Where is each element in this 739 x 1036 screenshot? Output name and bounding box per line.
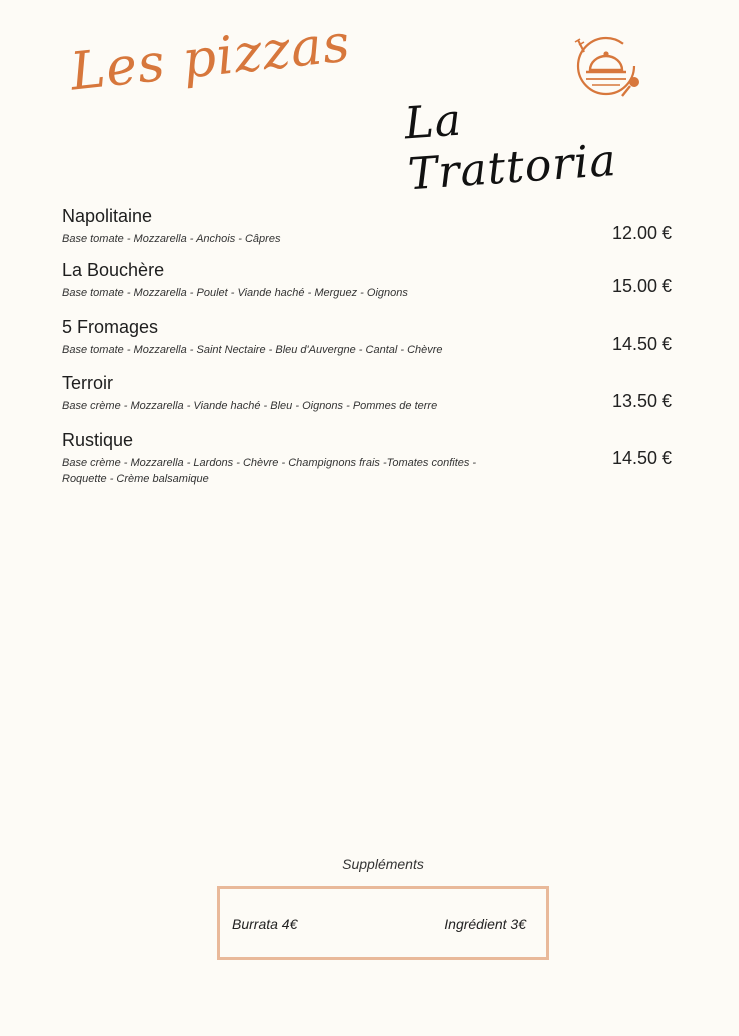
list-item (62, 259, 674, 301)
pizza-name: La Bouchère (62, 260, 165, 280)
pizza-price: 14.50 € (611, 334, 672, 354)
supplement-ingredient: Ingrédient 3€ (444, 916, 526, 932)
pizza-description: Base crème - Mozzarella - Lardons - Chèvre - Champignons frais -Tomates confites - Roquette - Crème balsamique (62, 457, 477, 485)
pizza-description: Base tomate - Mozzarella - Saint Nectaire - Bleu d'Auvergne - Cantal - Chèvre (62, 344, 443, 356)
list-item (62, 372, 674, 414)
pizza-price: 12.00 € (611, 223, 672, 243)
pizza-name: Napolitaine (62, 206, 153, 226)
pizza-name: Terroir (62, 373, 114, 393)
page-title: Les pizzas (67, 13, 354, 103)
supplement-burrata: Burrata 4€ (232, 916, 298, 932)
list-item (62, 205, 674, 247)
list-item (62, 429, 674, 487)
pizza-price: 13.50 € (611, 391, 672, 411)
supplements-title: Suppléments (342, 856, 424, 872)
list-item (62, 316, 674, 358)
supplements-box (217, 886, 549, 960)
pizza-description: Base crème - Mozzarella - Viande haché - Bleu - Oignons - Pommes de terre (62, 400, 438, 412)
restaurant-logo (400, 30, 650, 201)
brand-name: La Trattoria (402, 94, 619, 201)
pizza-name: 5 Fromages (62, 317, 159, 337)
pizza-price: 15.00 € (611, 276, 672, 296)
pizza-description: Base tomate - Mozzarella - Anchois - Câpres (62, 233, 281, 245)
pizza-name: Rustique (62, 430, 134, 450)
pizza-price: 14.50 € (611, 448, 672, 468)
pizza-description: Base tomate - Mozzarella - Poulet - Viande haché - Merguez - Oignons (62, 287, 408, 299)
